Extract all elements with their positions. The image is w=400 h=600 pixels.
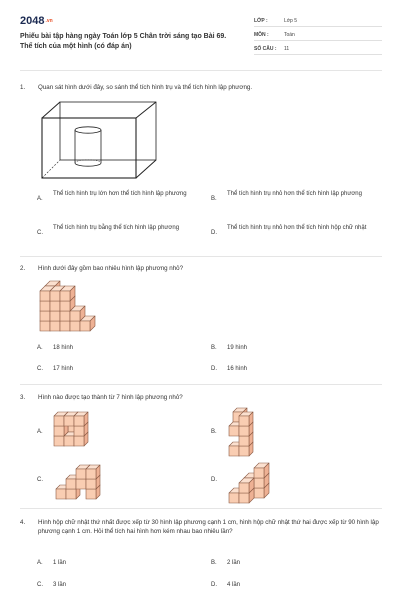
question-text: Hình nào được tạo thành từ 7 hình lập phương nhỏ? xyxy=(38,394,183,401)
shape-b-figure xyxy=(225,410,265,456)
logo-number: 2048 xyxy=(20,15,45,27)
option-text: Thể tích hình trụ bằng thể tích hình lập phương xyxy=(53,225,180,231)
question-number: 1. xyxy=(20,84,26,91)
cube-with-cylinder-figure xyxy=(38,100,168,180)
option-text: Thể tích hình trụ nhỏ hơn thể tích hình lập phương xyxy=(227,191,362,197)
option-text: Thể tích hình trụ nhỏ hơn thể tích hình hộp chữ nhật xyxy=(227,225,367,231)
meta-key: SỐ CÂU : xyxy=(254,46,277,52)
option-text: 3 lần xyxy=(53,582,67,588)
option-label: A. xyxy=(37,429,43,435)
meta-key: MÔN : xyxy=(254,32,269,38)
question-number: 4. xyxy=(20,519,26,526)
option-label: B. xyxy=(211,429,217,435)
option-text: Thể tích hình trụ lớn hơn thể tích hình lập phương xyxy=(53,191,187,197)
option-text: 16 hình xyxy=(227,366,248,372)
option-text: 1 lần xyxy=(53,560,67,566)
option-label: D. xyxy=(211,230,217,236)
option-text: 2 lần xyxy=(227,560,241,566)
option-text: 19 hình xyxy=(227,345,248,351)
question-number: 3. xyxy=(20,394,26,401)
question-divider xyxy=(20,384,382,385)
site-logo[interactable] xyxy=(20,15,53,27)
option-label: C. xyxy=(37,366,43,372)
option-label: B. xyxy=(211,196,217,202)
question-divider xyxy=(20,508,382,509)
shape-d-figure xyxy=(225,459,271,503)
meta-question-count xyxy=(254,43,382,55)
shape-c-figure xyxy=(52,461,108,501)
meta-value: 11 xyxy=(284,46,290,52)
header-divider xyxy=(20,70,382,71)
meta-value: Toán xyxy=(284,32,295,38)
meta-key: LỚP : xyxy=(254,18,268,24)
logo-suffix: .vn xyxy=(45,18,53,24)
option-label: D. xyxy=(211,366,217,372)
worksheet-title: Phiếu bài tập hàng ngày Toán lớp 5 Chân trời sáng tạo Bài 69. Thể tích của một hình (có đáp án) xyxy=(20,33,227,50)
option-label: C. xyxy=(37,582,43,588)
option-label: C. xyxy=(37,230,43,236)
option-label: D. xyxy=(211,582,217,588)
option-text: 17 hình xyxy=(53,366,74,372)
option-label: C. xyxy=(37,477,43,483)
unit-cube xyxy=(239,412,253,426)
option-label: D. xyxy=(211,477,217,483)
question-text: Hình hộp chữ nhật thứ nhất được xếp từ 30 hình lập phương cạnh 1 cm, hình hộp chữ nhật thứ hai được xếp từ 90 hình lập phương cạnh 1 cm. Hỏi thể tích hai hình hơn kém nhau bao nhiêu lần? xyxy=(38,519,379,535)
shape-a-figure xyxy=(52,410,92,454)
question-number: 2. xyxy=(20,265,26,272)
option-label: B. xyxy=(211,560,217,566)
stacked-cubes-figure xyxy=(38,277,118,335)
option-label: B. xyxy=(211,345,217,351)
question-text: Quan sát hình dưới đây, so sánh thể tích hình trụ và thể tích hình lập phương. xyxy=(38,84,253,91)
option-text: 4 lần xyxy=(227,582,241,588)
meta-subject xyxy=(254,29,382,41)
option-label: A. xyxy=(37,196,43,202)
question-text: Hình dưới đây gồm bao nhiêu hình lập phương nhỏ? xyxy=(38,265,184,272)
option-label: A. xyxy=(37,560,43,566)
meta-grade xyxy=(254,15,382,27)
unit-cube xyxy=(74,412,88,426)
unit-cube xyxy=(86,465,100,479)
option-text: 18 hình xyxy=(53,345,74,351)
question-divider xyxy=(20,256,382,257)
option-label: A. xyxy=(37,345,43,351)
meta-value: Lớp 5 xyxy=(284,18,298,24)
